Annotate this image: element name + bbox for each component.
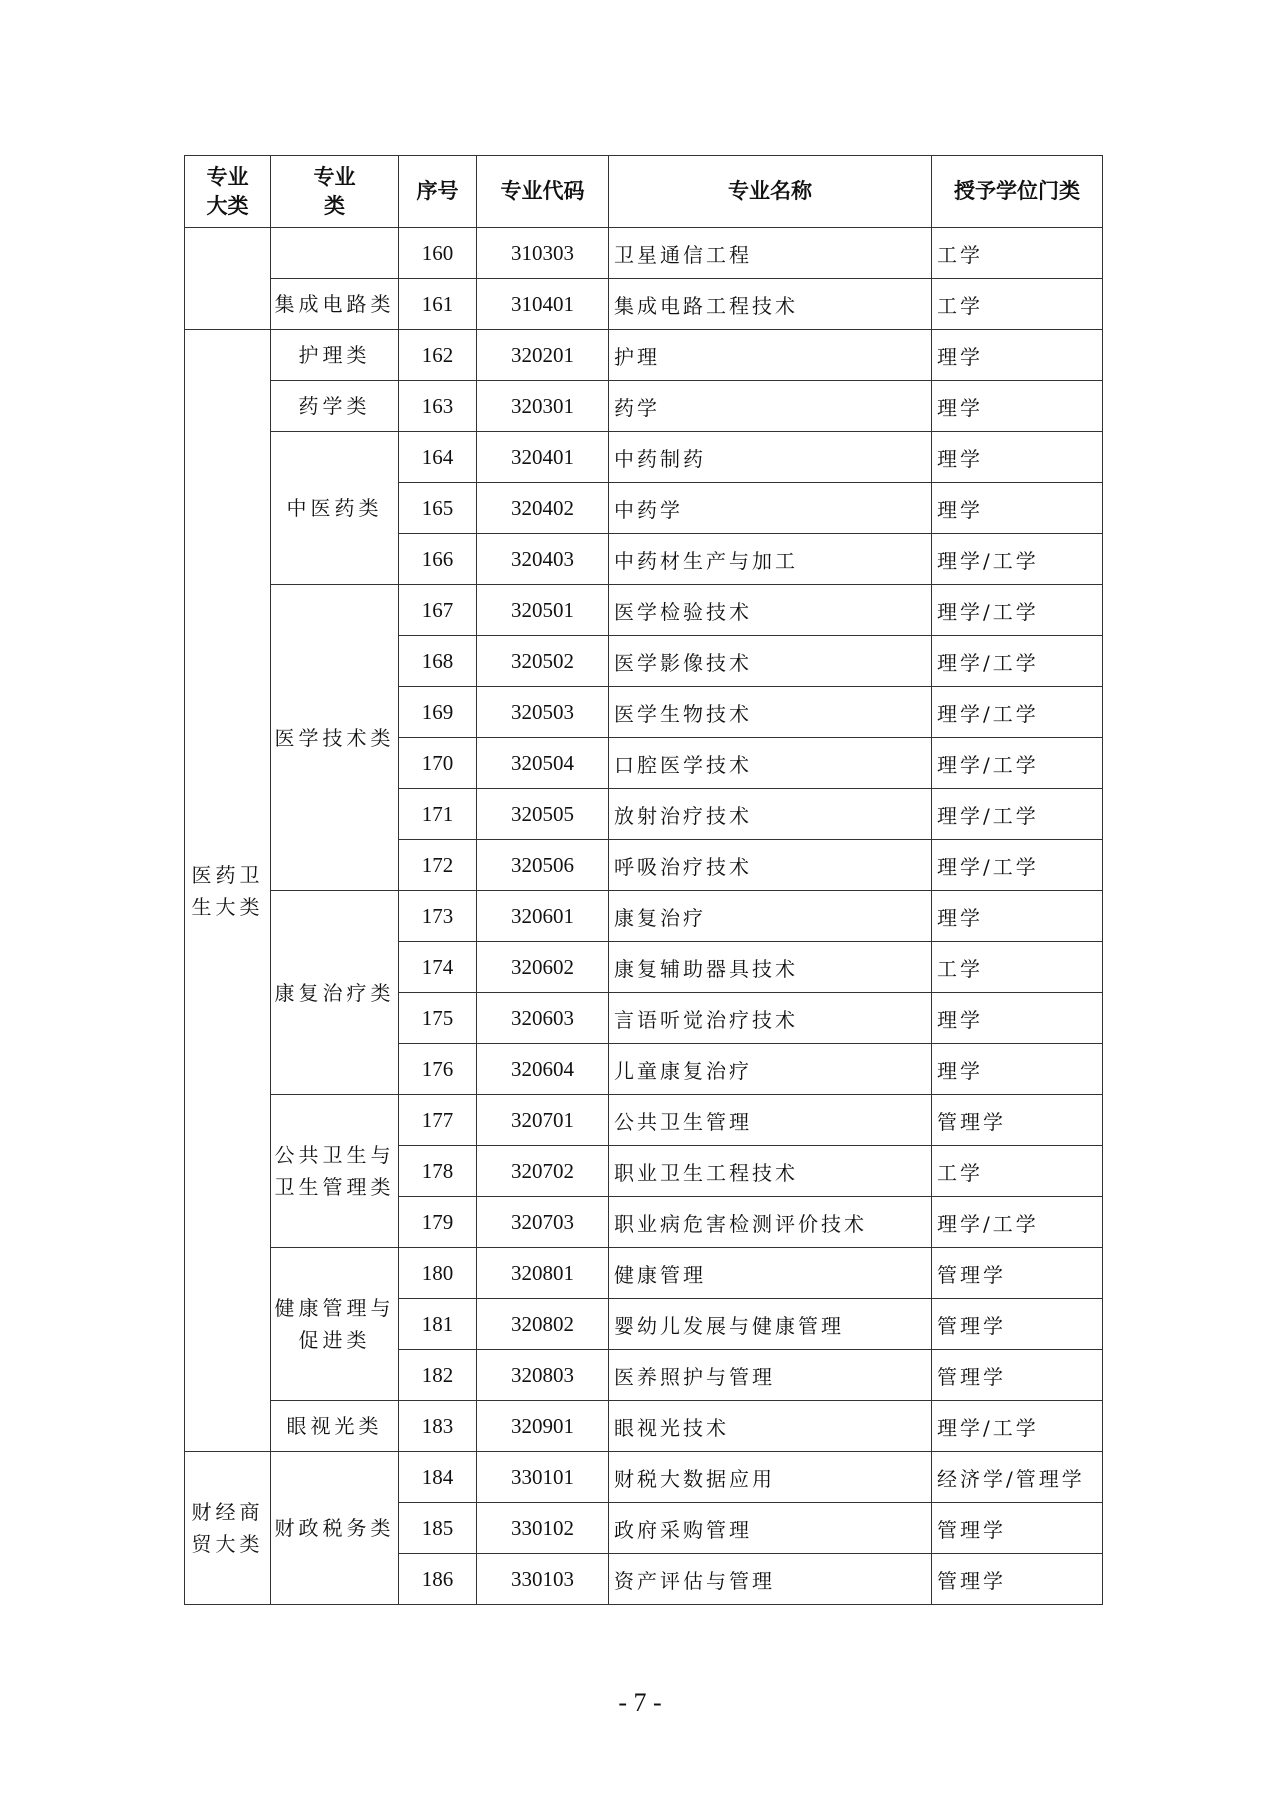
major-category-cell-empty [185,228,271,330]
degree-cell: 理学/工学 [932,789,1103,840]
major-class-cell: 护理类 [271,330,399,381]
code-cell: 320801 [477,1248,609,1299]
serial-cell: 162 [399,330,477,381]
name-cell: 康复治疗 [609,891,932,942]
major-category-cell: 医药卫 生大类 [185,330,271,1452]
degree-cell: 理学 [932,330,1103,381]
degree-cell: 理学 [932,1044,1103,1095]
code-cell: 320604 [477,1044,609,1095]
degree-cell: 管理学 [932,1503,1103,1554]
header-major-class: 专业 类 [271,156,399,228]
major-class-cell: 健康管理与 促进类 [271,1248,399,1401]
serial-cell: 160 [399,228,477,279]
table-row [185,279,1103,330]
degree-cell: 理学 [932,993,1103,1044]
table-row [185,1401,1103,1452]
degree-cell: 经济学/管理学 [932,1452,1103,1503]
major-class-cell: 药学类 [271,381,399,432]
degree-cell: 理学 [932,891,1103,942]
name-cell: 职业卫生工程技术 [609,1146,932,1197]
serial-cell: 172 [399,840,477,891]
serial-cell: 173 [399,891,477,942]
code-cell: 320702 [477,1146,609,1197]
page-number: - 7 - [618,1688,662,1717]
header-major-category: 专业 大类 [185,156,271,228]
major-class-cell: 集成电路类 [271,279,399,330]
major-class-cell: 眼视光类 [271,1401,399,1452]
name-cell: 言语听觉治疗技术 [609,993,932,1044]
code-cell: 320505 [477,789,609,840]
table-row [185,381,1103,432]
code-cell: 320403 [477,534,609,585]
name-cell: 医学影像技术 [609,636,932,687]
serial-cell: 184 [399,1452,477,1503]
degree-cell: 管理学 [932,1554,1103,1605]
degree-cell: 理学/工学 [932,738,1103,789]
code-cell: 320506 [477,840,609,891]
degree-cell: 理学 [932,381,1103,432]
serial-cell: 163 [399,381,477,432]
degree-cell: 理学/工学 [932,1401,1103,1452]
serial-cell: 167 [399,585,477,636]
major-class-cell: 中医药类 [271,432,399,585]
table-row [185,891,1103,942]
degree-cell: 管理学 [932,1299,1103,1350]
name-cell: 财税大数据应用 [609,1452,932,1503]
serial-cell: 169 [399,687,477,738]
name-cell: 公共卫生管理 [609,1095,932,1146]
header-major-code: 专业代码 [477,156,609,228]
table-row [185,1452,1103,1503]
serial-cell: 170 [399,738,477,789]
name-cell: 职业病危害检测评价技术 [609,1197,932,1248]
degree-cell: 工学 [932,942,1103,993]
name-cell: 健康管理 [609,1248,932,1299]
major-class-cell: 康复治疗类 [271,891,399,1095]
name-cell: 药学 [609,381,932,432]
serial-cell: 165 [399,483,477,534]
name-cell: 婴幼儿发展与健康管理 [609,1299,932,1350]
code-cell: 320603 [477,993,609,1044]
major-class-cell: 公共卫生与 卫生管理类 [271,1095,399,1248]
code-cell: 320901 [477,1401,609,1452]
code-cell: 320601 [477,891,609,942]
name-cell: 医学检验技术 [609,585,932,636]
name-cell: 医学生物技术 [609,687,932,738]
code-cell: 320703 [477,1197,609,1248]
code-cell: 330103 [477,1554,609,1605]
serial-cell: 186 [399,1554,477,1605]
code-cell: 320502 [477,636,609,687]
degree-cell: 理学/工学 [932,1197,1103,1248]
serial-cell: 179 [399,1197,477,1248]
table-row [185,585,1103,636]
header-degree-category: 授予学位门类 [932,156,1103,228]
serial-cell: 171 [399,789,477,840]
name-cell: 中药学 [609,483,932,534]
code-cell: 330102 [477,1503,609,1554]
major-catalog-table [184,155,1103,1605]
code-cell: 320803 [477,1350,609,1401]
major-class-cell: 医学技术类 [271,585,399,891]
serial-cell: 168 [399,636,477,687]
table-row [185,1095,1103,1146]
code-cell: 320504 [477,738,609,789]
name-cell: 医养照护与管理 [609,1350,932,1401]
code-cell: 320802 [477,1299,609,1350]
code-cell: 320501 [477,585,609,636]
code-cell: 330101 [477,1452,609,1503]
serial-cell: 185 [399,1503,477,1554]
name-cell: 中药材生产与加工 [609,534,932,585]
header-major-name: 专业名称 [609,156,932,228]
degree-cell: 工学 [932,228,1103,279]
name-cell: 卫星通信工程 [609,228,932,279]
code-cell: 320201 [477,330,609,381]
table-row [185,228,1103,279]
name-cell: 资产评估与管理 [609,1554,932,1605]
degree-cell: 理学/工学 [932,534,1103,585]
serial-cell: 178 [399,1146,477,1197]
code-cell: 320402 [477,483,609,534]
serial-cell: 175 [399,993,477,1044]
major-category-cell: 财经商 贸大类 [185,1452,271,1605]
name-cell: 呼吸治疗技术 [609,840,932,891]
name-cell: 口腔医学技术 [609,738,932,789]
serial-cell: 182 [399,1350,477,1401]
major-class-cell: 财政税务类 [271,1452,399,1605]
code-cell: 310303 [477,228,609,279]
degree-cell: 管理学 [932,1095,1103,1146]
serial-cell: 177 [399,1095,477,1146]
degree-cell: 管理学 [932,1248,1103,1299]
degree-cell: 理学/工学 [932,585,1103,636]
serial-cell: 176 [399,1044,477,1095]
serial-cell: 161 [399,279,477,330]
degree-cell: 理学 [932,432,1103,483]
serial-cell: 183 [399,1401,477,1452]
serial-cell: 180 [399,1248,477,1299]
name-cell: 集成电路工程技术 [609,279,932,330]
code-cell: 320503 [477,687,609,738]
name-cell: 儿童康复治疗 [609,1044,932,1095]
degree-cell: 工学 [932,279,1103,330]
serial-cell: 174 [399,942,477,993]
serial-cell: 181 [399,1299,477,1350]
table-row [185,1248,1103,1299]
degree-cell: 理学/工学 [932,687,1103,738]
major-class-cell-empty [271,228,399,279]
table-header-row [185,156,1103,228]
code-cell: 310401 [477,279,609,330]
code-cell: 320701 [477,1095,609,1146]
table-row [185,330,1103,381]
degree-cell: 管理学 [932,1350,1103,1401]
name-cell: 政府采购管理 [609,1503,932,1554]
degree-cell: 理学/工学 [932,840,1103,891]
header-serial-number: 序号 [399,156,477,228]
name-cell: 中药制药 [609,432,932,483]
name-cell: 康复辅助器具技术 [609,942,932,993]
code-cell: 320401 [477,432,609,483]
name-cell: 眼视光技术 [609,1401,932,1452]
serial-cell: 164 [399,432,477,483]
degree-cell: 工学 [932,1146,1103,1197]
degree-cell: 理学/工学 [932,636,1103,687]
code-cell: 320602 [477,942,609,993]
degree-cell: 理学 [932,483,1103,534]
name-cell: 放射治疗技术 [609,789,932,840]
name-cell: 护理 [609,330,932,381]
code-cell: 320301 [477,381,609,432]
table-row [185,432,1103,483]
serial-cell: 166 [399,534,477,585]
